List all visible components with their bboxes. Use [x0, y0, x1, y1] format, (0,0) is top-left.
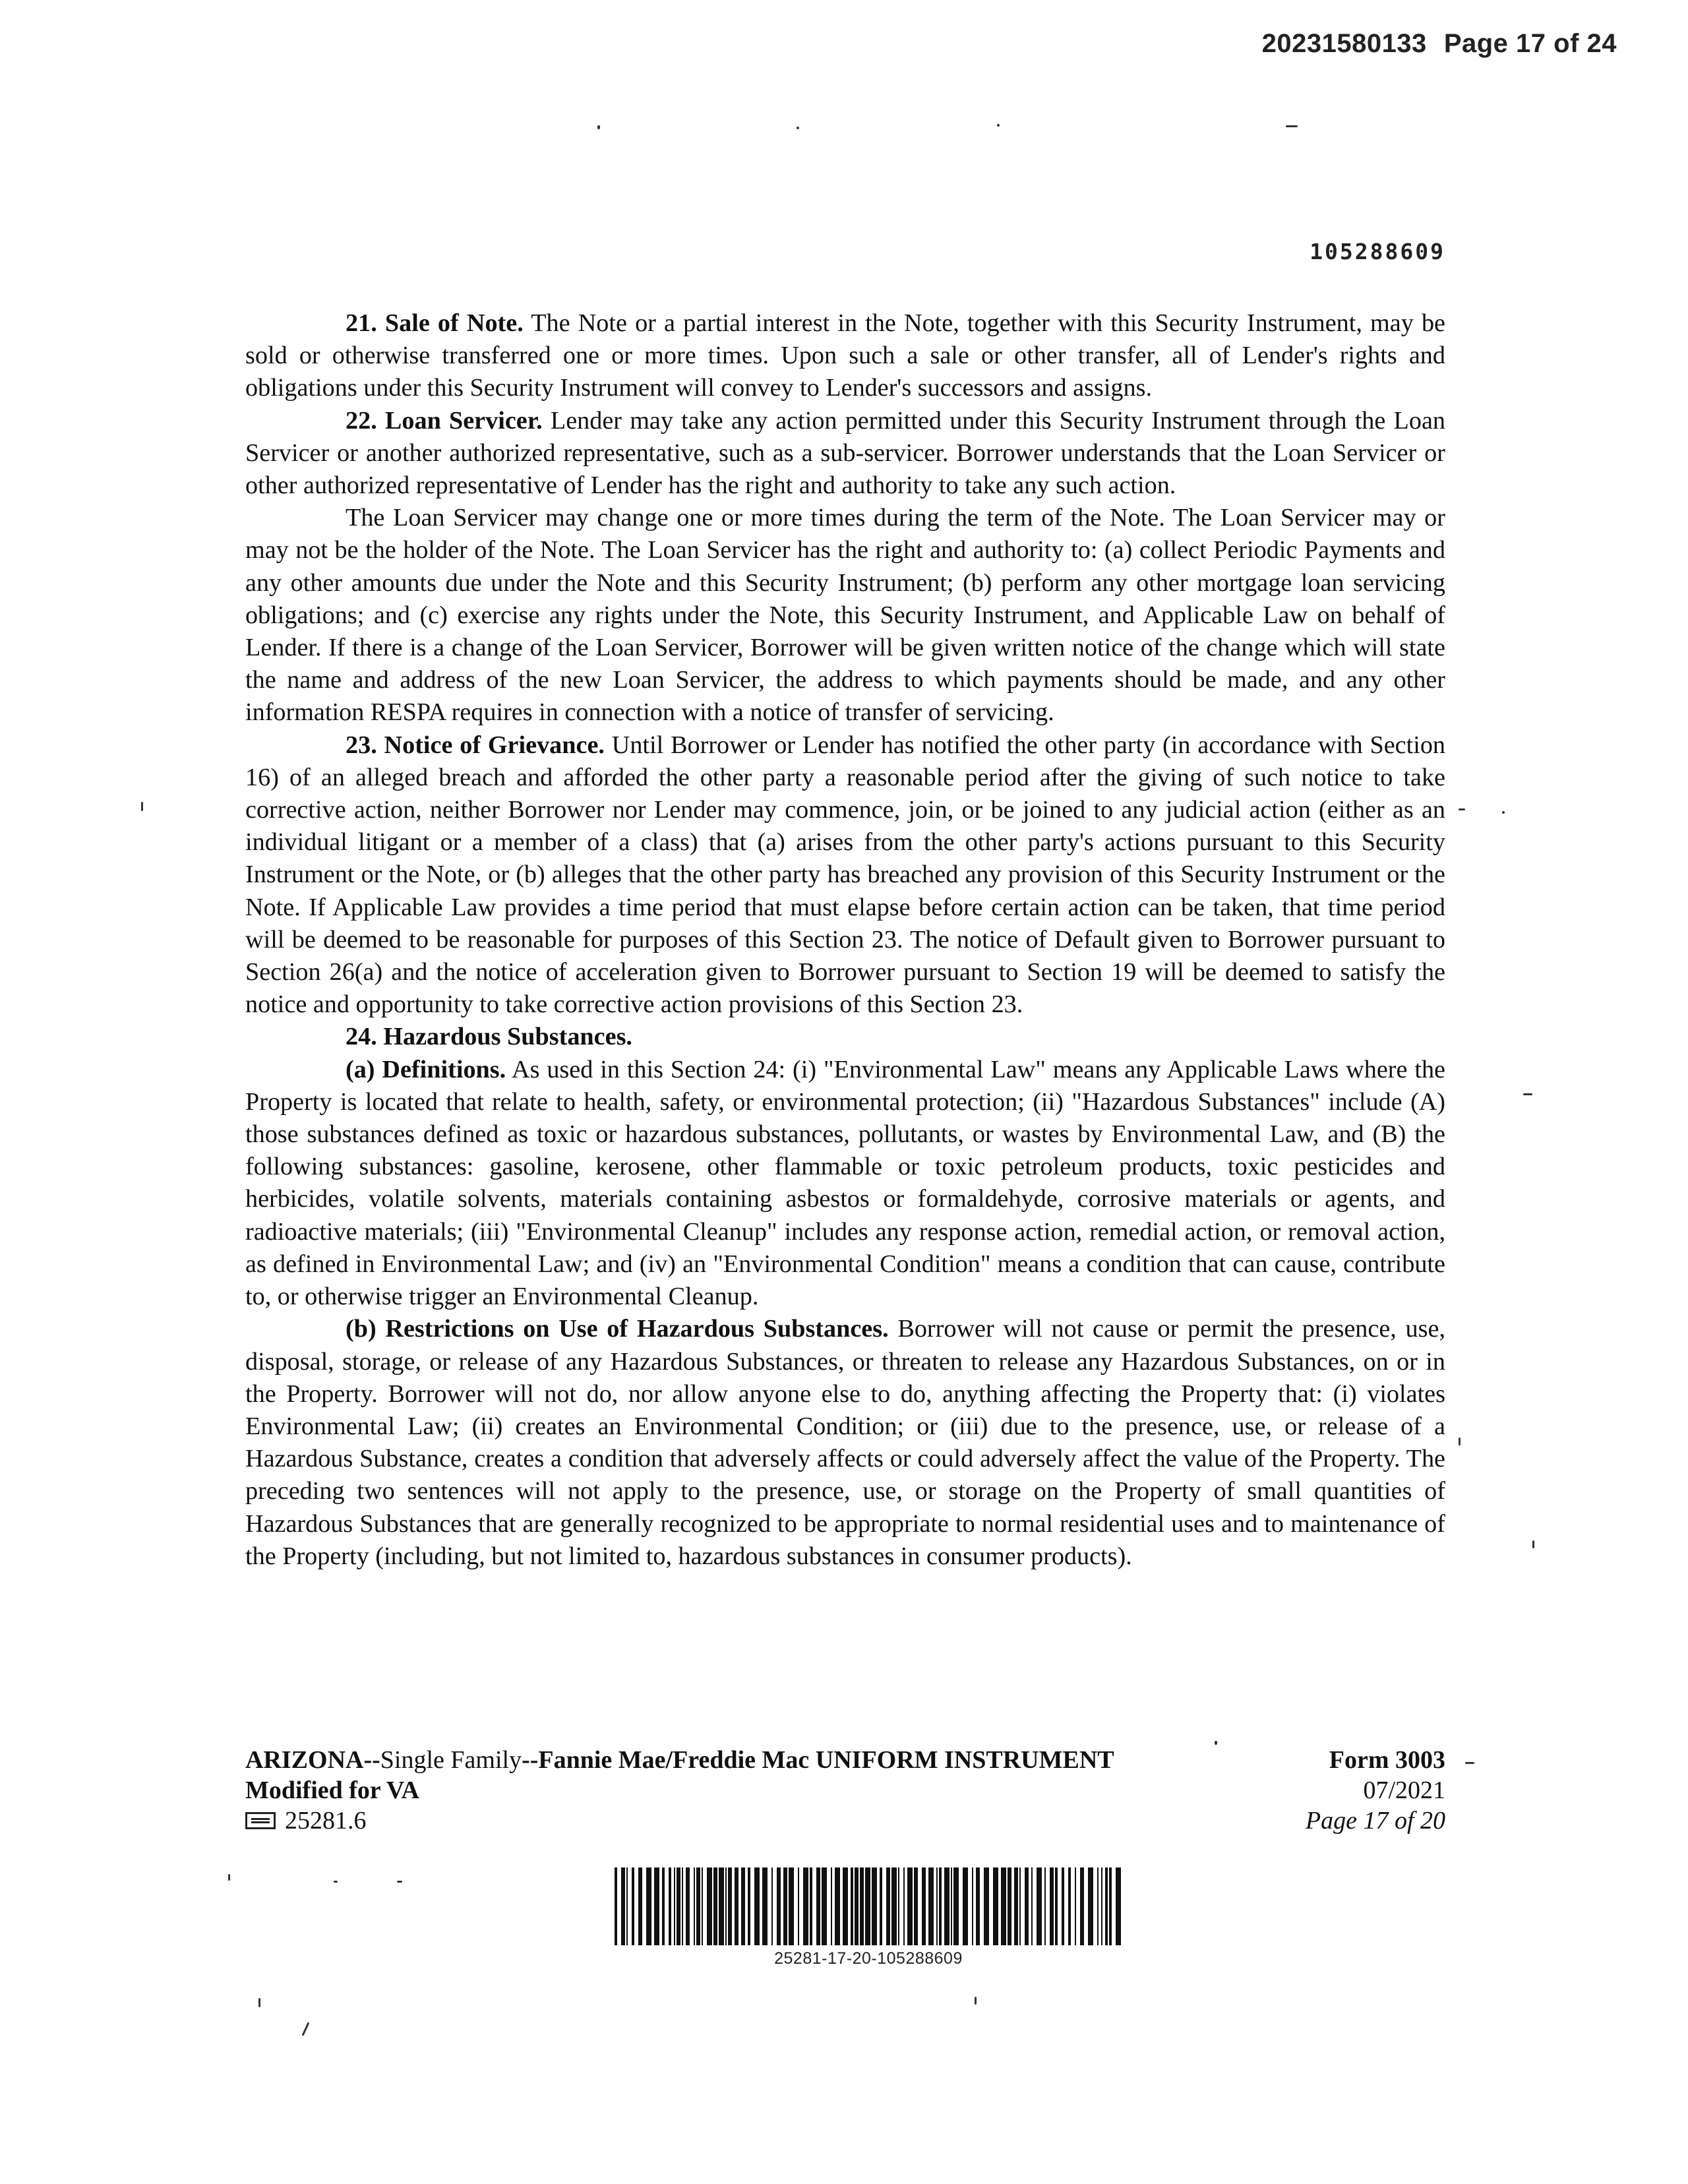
- barcode-bar: [1050, 1867, 1054, 1945]
- barcode-bar: [669, 1867, 671, 1945]
- scan-artifact: [1523, 1093, 1532, 1095]
- page-header: [1262, 29, 1617, 59]
- barcode-bar: [816, 1867, 820, 1945]
- barcode-bar: [1014, 1867, 1018, 1945]
- section-text: Lender may take any action permitted under this Security Instrument through the Loan Servicer or another authorized representative, such as a sub-servicer. Borrower understands that the Loan Servicer or other authorized representative of Lender has the right and authority to take any such action.: [245, 406, 1445, 500]
- barcode-bar: [615, 1867, 617, 1945]
- barcode-bar: [1055, 1867, 1058, 1945]
- scan-artifact: [141, 802, 143, 811]
- form-footer-right: [1306, 1745, 1445, 1836]
- barcode-bar: [993, 1867, 998, 1945]
- issuer: Fannie Mae/Freddie Mac UNIFORM INSTRUMENT: [538, 1746, 1114, 1774]
- barcode-bar: [674, 1867, 675, 1945]
- scan-artifact: [1286, 125, 1298, 127]
- barcode-bar: [810, 1867, 812, 1945]
- barcode-bar: [855, 1867, 859, 1945]
- barcode-bar: [1037, 1867, 1042, 1945]
- scan-artifact: [997, 124, 1000, 127]
- separator: --: [363, 1746, 380, 1774]
- section-text: Until Borrower or Lender has notified the other party (in accordance with Section 16) of an alleged breach and afforded the other party a reasonable period after the giving of such notice to take corrective action, neither Borrower nor Lender may commence, join, or be joined to any judicial action (either as an individual litigant or a member of a class) that (a) arises from the other party's actions pursuant to this Security Instrument or the Note, or (b) alleges that the other party has breached any provision of this Security Instrument or the Note. If Applicable Law provides a time period that must elapse before certain action can be taken, that time period will be deemed to be reasonable for purposes of this Section 23. The notice of Default given to Borrower pursuant to Section 26(a) and the notice of acceleration given to Borrower pursuant to Section 19 will be deemed to satisfy the notice and opportunity to take corrective action provisions of this Section 23.: [245, 731, 1446, 1019]
- barcode-bar: [1025, 1867, 1029, 1945]
- barcode-bar: [851, 1867, 853, 1945]
- modified-text: Modified for VA: [245, 1776, 419, 1804]
- barcode-bar: [754, 1867, 760, 1945]
- modified-label: [245, 1775, 1114, 1805]
- section-24-heading: [245, 1021, 1445, 1053]
- section-24b-paragraph: [245, 1313, 1445, 1573]
- scan-artifact: [1459, 808, 1465, 810]
- barcode-bar: [621, 1867, 625, 1945]
- barcode-bar: [662, 1867, 665, 1945]
- barcode-label: 25281-17-20-105288609: [774, 1949, 963, 1968]
- scan-artifact: [597, 125, 600, 129]
- barcode-bar: [831, 1867, 832, 1945]
- section-heading: 22. Loan Servicer.: [346, 406, 543, 435]
- property-type: Single Family: [380, 1746, 522, 1774]
- barcode-bar: [822, 1867, 827, 1945]
- barcode-bar: [872, 1867, 877, 1945]
- section-text: The Note or a partial interest in the Note, together with this Security Instrument, may be sold or otherwise transferred one or more times. Upon such a sale or other transfer, all of Lender's rights and obligations under this Security Instrument will convey to Lender's successors and assigns.: [245, 309, 1445, 402]
- scan-artifact: [258, 1998, 260, 2007]
- section-heading: (a) Definitions.: [346, 1055, 506, 1083]
- form-code-line: [245, 1805, 1114, 1836]
- barcode-bar: [682, 1867, 683, 1945]
- scan-artifact: [397, 1881, 402, 1883]
- barcode-bar: [686, 1867, 690, 1945]
- barcode-bar: [694, 1867, 695, 1945]
- scan-artifact: [228, 1874, 230, 1881]
- barcode-bar: [803, 1867, 808, 1945]
- barcode-bar: [1075, 1867, 1076, 1945]
- barcode-bar: [1088, 1867, 1093, 1945]
- section-24a-paragraph: [245, 1054, 1445, 1314]
- barcode-bar: [984, 1867, 989, 1945]
- barcode-bar: [632, 1867, 634, 1945]
- barcode-bar: [951, 1867, 952, 1945]
- barcode-bar: [903, 1867, 905, 1945]
- barcode-bar: [944, 1867, 950, 1945]
- document-number: 20231580133: [1261, 29, 1427, 58]
- barcode-bar: [1019, 1867, 1021, 1945]
- barcode-bar: [713, 1867, 717, 1945]
- section-text: As used in this Section 24: (i) "Environmental Law" means any Applicable Laws where the Property is located that relate to health, safety, or environmental protection; (ii) "Hazardous Substances" include (A) those substances defined as toxic or hazardous substances, pollutants, or wastes by Environmental Law, and (B) the following substances: gasoline, kerosene, other flammable or toxic petroleum products, toxic pesticides and herbicides, volatile solvents, materials containing asbestos or formaldehyde, corrosive materials or agents, and radioactive materials; (iii) "Environmental Cleanup" includes any response action, remedial action, or removal action, as defined in Environmental Law; and (iv) an "Environmental Condition" means a condition that can cause, contribute to, or otherwise trigger an Environmental Cleanup.: [245, 1055, 1446, 1311]
- barcode-bar: [702, 1867, 703, 1945]
- barcode-bar: [762, 1867, 768, 1945]
- section-21-paragraph: [245, 307, 1445, 405]
- form-code: 25281.6: [285, 1807, 367, 1835]
- barcode-bar: [891, 1867, 897, 1945]
- barcode-bar: [880, 1867, 882, 1945]
- barcode-bar: [860, 1867, 864, 1945]
- barcode-bar: [798, 1867, 799, 1945]
- barcode-bar: [735, 1867, 738, 1945]
- barcode: [615, 1867, 1122, 1968]
- state-name: ARIZONA: [245, 1746, 364, 1774]
- barcode-bar: [638, 1867, 642, 1945]
- form-page: Page 17 of 20: [1305, 1807, 1445, 1835]
- barcode-bar: [1062, 1867, 1064, 1945]
- barcode-bar: [886, 1867, 890, 1945]
- barcode-bar: [783, 1867, 787, 1945]
- separator: --: [522, 1746, 539, 1774]
- barcode-bar: [939, 1867, 942, 1945]
- publisher-logo-icon: [245, 1812, 276, 1829]
- barcode-bars: [615, 1867, 1122, 1945]
- instrument-title: [245, 1745, 1114, 1775]
- barcode-bar: [654, 1867, 659, 1945]
- section-text: The Loan Servicer may change one or more times during the term of the Note. The Loan Servicer may or may not be the holder of the Note. The Loan Servicer has the right and authority to: (a) collect Periodic Payments and any other amounts due under the Note and this Security Instrument; (b) perform any other mortgage loan servicing obligations; and (c) exercise any rights under the Note, this Security Instrument, and Applicable Law on behalf of Lender. If there is a change of the Loan Servicer, Borrower will be given written notice of the change which will state the name and address of the new Loan Servicer, the address to which payments should be made, and any other information RESPA requires in connection with a notice of transfer of servicing.: [245, 504, 1445, 727]
- form-date: 07/2021: [1363, 1776, 1445, 1804]
- scan-artifact: [1502, 811, 1505, 814]
- barcode-bar: [707, 1867, 712, 1945]
- barcode-bar: [963, 1867, 968, 1945]
- barcode-bar: [646, 1867, 651, 1945]
- barcode-bar: [1080, 1867, 1084, 1945]
- barcode-bar: [1109, 1867, 1112, 1945]
- scan-artifact: [1532, 1540, 1534, 1548]
- barcode-bar: [898, 1867, 899, 1945]
- barcode-bar: [1116, 1867, 1121, 1945]
- barcode-bar: [1105, 1867, 1108, 1945]
- barcode-bar: [928, 1867, 934, 1945]
- barcode-bar: [741, 1867, 745, 1945]
- barcode-bar: [953, 1867, 959, 1945]
- scan-artifact: [1465, 1762, 1474, 1764]
- barcode-bar: [1008, 1867, 1011, 1945]
- barcode-bar: [1044, 1867, 1046, 1945]
- barcode-bar: [728, 1867, 732, 1945]
- barcode-bar: [771, 1867, 773, 1945]
- barcode-bar: [976, 1867, 980, 1945]
- scan-artifact: [301, 2022, 309, 2036]
- form-name: Form 3003: [1329, 1746, 1445, 1774]
- barcode-bar: [677, 1867, 680, 1945]
- scan-artifact: [1215, 1741, 1217, 1745]
- barcode-bar: [1068, 1867, 1071, 1945]
- barcode-bar: [626, 1867, 628, 1945]
- scan-artifact: [334, 1881, 338, 1883]
- section-heading: 23. Notice of Grievance.: [346, 731, 605, 759]
- form-footer-left: [245, 1745, 1114, 1836]
- barcode-bar: [777, 1867, 781, 1945]
- barcode-bar: [865, 1867, 870, 1945]
- barcode-bar: [835, 1867, 840, 1945]
- barcode-bar: [972, 1867, 973, 1945]
- barcode-bar: [914, 1867, 918, 1945]
- barcode-bar: [1101, 1867, 1102, 1945]
- page-indicator: Page 17 of 24: [1443, 29, 1617, 58]
- section-heading: 24. Hazardous Substances.: [346, 1023, 632, 1051]
- barcode-bar: [725, 1867, 727, 1945]
- barcode-bar: [843, 1867, 848, 1945]
- document-body: [245, 307, 1445, 1573]
- section-heading: 21. Sale of Note.: [346, 309, 524, 337]
- section-heading: (b) Restrictions on Use of Hazardous Substances.: [346, 1315, 889, 1343]
- barcode-bar: [789, 1867, 794, 1945]
- section-22-continuation: [245, 502, 1445, 729]
- barcode-bar: [696, 1867, 700, 1945]
- barcode-bar: [936, 1867, 938, 1945]
- barcode-bar: [1031, 1867, 1033, 1945]
- barcode-bar: [719, 1867, 724, 1945]
- scan-artifact: [797, 127, 799, 129]
- scan-artifact: [975, 1997, 977, 2005]
- scan-artifact: [1459, 1438, 1461, 1445]
- barcode-bar: [907, 1867, 913, 1945]
- loan-number: 105288609: [1310, 239, 1445, 264]
- section-23-paragraph: [245, 729, 1445, 1021]
- barcode-bar: [748, 1867, 750, 1945]
- barcode-bar: [1001, 1867, 1006, 1945]
- barcode-bar: [1097, 1867, 1099, 1945]
- section-22-paragraph: [245, 405, 1445, 502]
- barcode-bar: [922, 1867, 926, 1945]
- section-text: Borrower will not cause or permit the presence, use, disposal, storage, or release of any Hazardous Substances, or threaten to release any Hazardous Substances, on or in the Property. Borrower will not do, nor allow anyone else to do, anything affecting the Property that: (i) violates Environmental Law; (ii) creates an Environmental Condition; or (iii) due to the presence, use, or release of a Hazardous Substance, creates a condition that adversely affects or could adversely affect the value of the Property. The preceding two sentences will not apply to the presence, use, or storage on the Property of small quantities of Hazardous Substances that are generally recognized to be appropriate to normal residential uses and to maintenance of the Property (including, but not limited to, hazardous substances in consumer products).: [245, 1315, 1445, 1570]
